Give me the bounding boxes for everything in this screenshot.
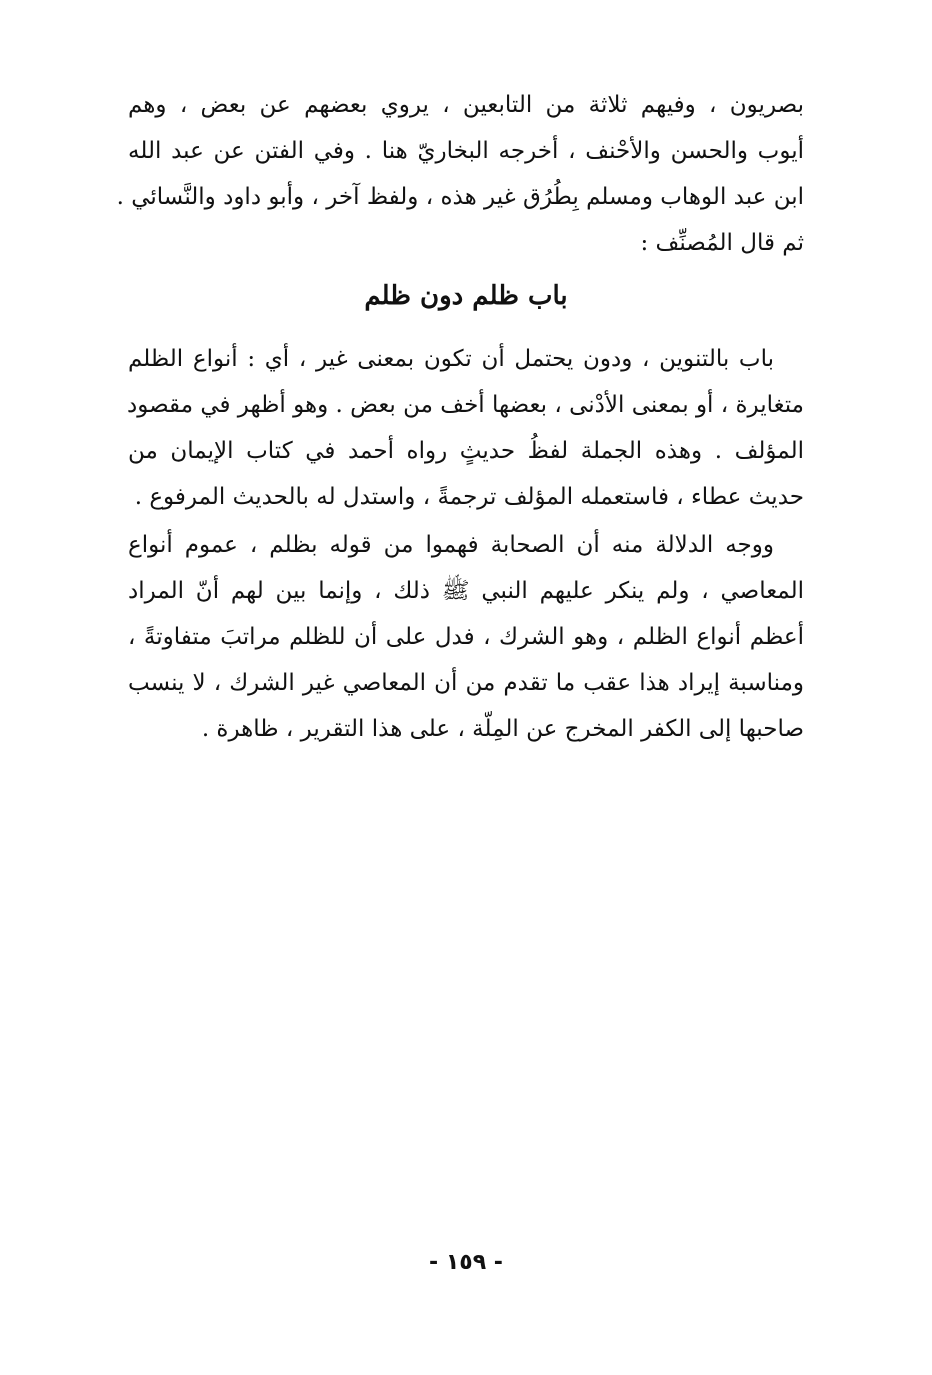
text-line: أعظم أنواع الظلم ، وهو الشرك ، فدل على أن للظلم مراتبَ متفاوتةً ، — [128, 624, 804, 650]
paragraph-2 — [128, 336, 804, 520]
text-line: ووجه الدلالة منه أن الصحابة فهموا من قوله بظلم ، عموم أنواع — [128, 532, 774, 558]
text-line: ابن عبد الوهاب ومسلم بِطُرُق غير هذه ، ولفظ آخر ، وأبو داود والنَّسائي . — [116, 184, 804, 210]
text-line: المؤلف . وهذه الجملة لفظُ حديثٍ رواه أحمد في كتاب الإيمان من — [128, 438, 804, 464]
paragraph-3 — [128, 522, 804, 752]
paragraph-1 — [116, 82, 804, 266]
text-line: حديث عطاء ، فاستعمله المؤلف ترجمةً ، واستدل له بالحديث المرفوع . — [134, 484, 804, 510]
text-line: أيوب والحسن والأحْنف ، أخرجه البخاريّ هنا . وفي الفتن عن عبد الله — [128, 138, 804, 164]
text-line: ومناسبة إيراد هذا عقب ما تقدم من أن المعاصي غير الشرك ، لا ينسب — [128, 670, 804, 696]
text-line: ثم قال المُصنِّف : — [640, 230, 804, 256]
page-number: - ١٥٩ - — [429, 1250, 503, 1275]
text-line: بصريون ، وفيهم ثلاثة من التابعين ، يروي بعضهم عن بعض ، وهم — [128, 92, 804, 118]
section-heading: باب ظلم دون ظلم — [364, 281, 568, 311]
text-line: المعاصي ، ولم ينكر عليهم النبي ﷺ ذلك ، وإنما بين لهم أنّ المراد — [128, 578, 804, 604]
text-line: صاحبها إلى الكفر المخرج عن المِلّة ، على هذا التقرير ، ظاهرة . — [201, 716, 804, 742]
text-line: باب بالتنوين ، ودون يحتمل أن تكون بمعنى غير ، أي : أنواع الظلم — [128, 346, 774, 372]
text-line: متغايرة ، أو بمعنى الأدْنى ، بعضها أخف من بعض . وهو أظهر في مقصود — [126, 392, 804, 418]
